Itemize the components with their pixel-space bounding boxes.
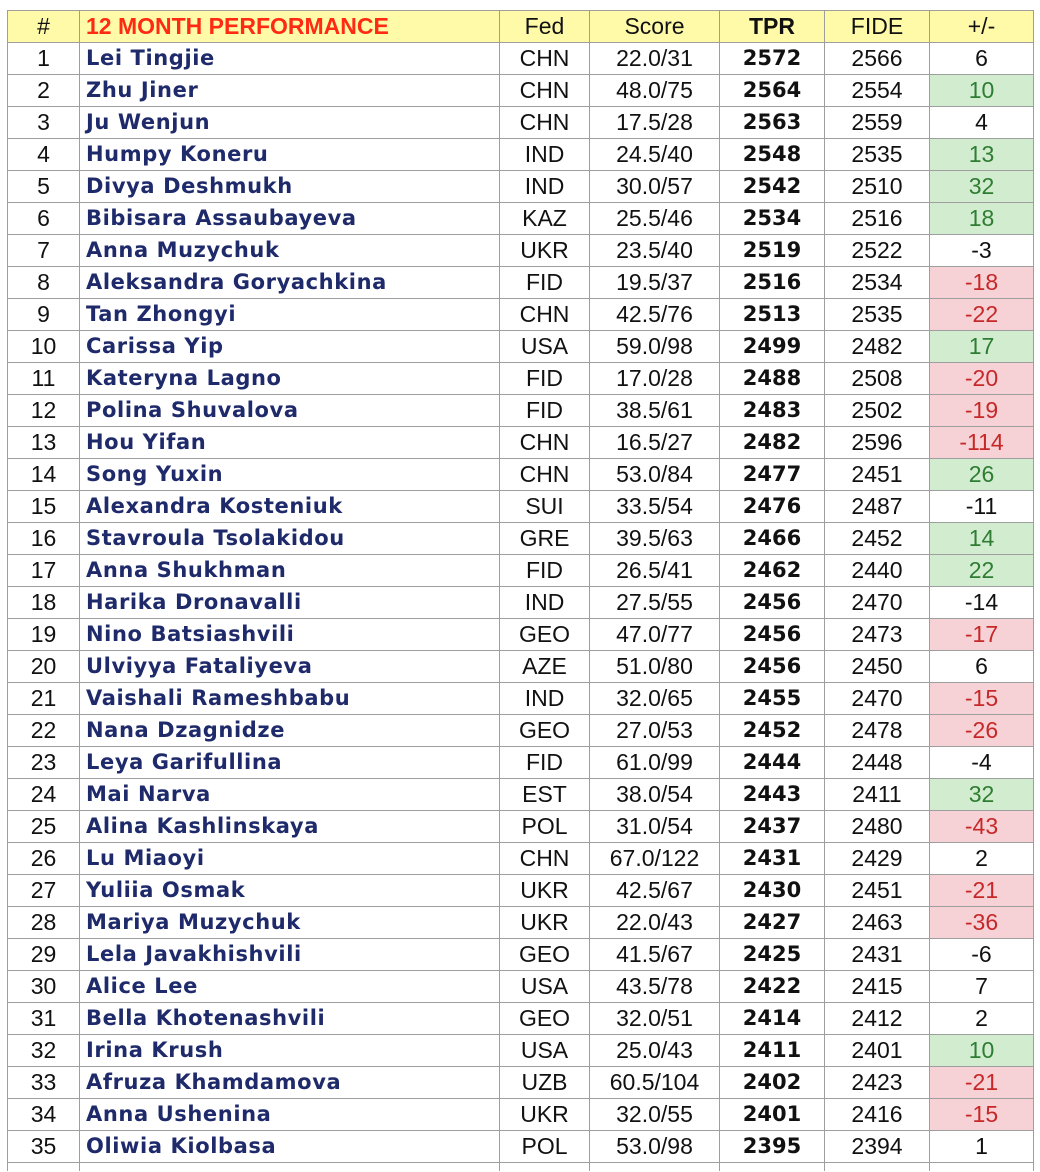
federation-cell[interactable]: GEO xyxy=(500,939,590,971)
player-name[interactable]: Humpy Koneru xyxy=(80,139,500,171)
player-name[interactable]: Yuliia Osmak xyxy=(80,875,500,907)
tpr-cell[interactable]: 2414 xyxy=(720,1003,825,1035)
federation-cell[interactable]: UZB xyxy=(500,1067,590,1099)
player-name[interactable]: Anna Shukhman xyxy=(80,555,500,587)
score-cell[interactable]: 42.5/67 xyxy=(590,875,720,907)
rating-diff-cell[interactable]: -17 xyxy=(930,619,1034,651)
rating-diff-cell[interactable]: 17 xyxy=(930,331,1034,363)
player-name[interactable]: Mariya Muzychuk xyxy=(80,907,500,939)
rating-diff-cell[interactable]: -11 xyxy=(930,491,1034,523)
rating-diff-cell[interactable]: 32 xyxy=(930,779,1034,811)
federation-cell[interactable]: GRE xyxy=(500,523,590,555)
player-name[interactable]: Alexandra Kosteniuk xyxy=(80,491,500,523)
rank-cell[interactable]: 22 xyxy=(8,715,80,747)
fide-rating-cell[interactable]: 2502 xyxy=(825,395,930,427)
rank-cell[interactable]: 32 xyxy=(8,1035,80,1067)
tpr-cell[interactable]: 2444 xyxy=(720,747,825,779)
score-cell[interactable]: 17.5/28 xyxy=(590,107,720,139)
player-name[interactable]: Nana Dzagnidze xyxy=(80,715,500,747)
tpr-cell[interactable]: 2477 xyxy=(720,459,825,491)
score-cell[interactable]: 31.0/54 xyxy=(590,811,720,843)
table-row xyxy=(8,1003,1034,1035)
rank-cell[interactable]: 14 xyxy=(8,459,80,491)
fide-rating-cell[interactable]: 2440 xyxy=(825,555,930,587)
fide-rating-cell[interactable]: 2431 xyxy=(825,939,930,971)
table-row xyxy=(8,427,1034,459)
federation-cell[interactable]: IND xyxy=(500,683,590,715)
rating-diff-cell[interactable]: -3 xyxy=(930,235,1034,267)
tpr-cell[interactable]: 2483 xyxy=(720,395,825,427)
federation-cell[interactable]: CHN xyxy=(500,75,590,107)
score-cell[interactable]: 42.5/76 xyxy=(590,299,720,331)
fide-rating-cell[interactable]: 2450 xyxy=(825,651,930,683)
rank-cell[interactable]: 34 xyxy=(8,1099,80,1131)
rating-diff-cell[interactable]: -14 xyxy=(930,587,1034,619)
federation-cell[interactable]: IND xyxy=(500,587,590,619)
player-name[interactable]: Lu Miaoyi xyxy=(80,843,500,875)
rating-diff-cell[interactable]: 10 xyxy=(930,75,1034,107)
score-cell[interactable]: 25.0/43 xyxy=(590,1035,720,1067)
player-name[interactable]: Bibisara Assaubayeva xyxy=(80,203,500,235)
rank-cell[interactable]: 13 xyxy=(8,427,80,459)
fide-rating-cell[interactable]: 2411 xyxy=(825,779,930,811)
table-row xyxy=(8,523,1034,555)
rating-diff-cell[interactable]: -22 xyxy=(930,299,1034,331)
table-row xyxy=(8,235,1034,267)
table-row xyxy=(8,1099,1034,1131)
tpr-cell[interactable]: 2513 xyxy=(720,299,825,331)
tpr-cell[interactable]: 2482 xyxy=(720,427,825,459)
tpr-cell[interactable]: 2437 xyxy=(720,811,825,843)
score-cell[interactable]: 60.5/104 xyxy=(590,1067,720,1099)
rating-diff-cell[interactable]: 10 xyxy=(930,1035,1034,1067)
tpr-cell[interactable]: 2422 xyxy=(720,971,825,1003)
rating-diff-cell[interactable]: 32 xyxy=(930,171,1034,203)
score-cell[interactable]: 53.0/84 xyxy=(590,459,720,491)
fide-rating-cell[interactable]: 2470 xyxy=(825,683,930,715)
tpr-cell[interactable]: 2519 xyxy=(720,235,825,267)
rating-diff-cell[interactable]: 26 xyxy=(930,459,1034,491)
tpr-cell[interactable]: 2427 xyxy=(720,907,825,939)
federation-cell[interactable]: IND xyxy=(500,139,590,171)
rating-diff-cell[interactable]: -20 xyxy=(930,363,1034,395)
player-name[interactable]: Lela Javakhishvili xyxy=(80,939,500,971)
rating-diff-cell[interactable]: 6 xyxy=(930,43,1034,75)
table-title[interactable]: 12 MONTH PERFORMANCE xyxy=(80,11,500,43)
table-row xyxy=(8,587,1034,619)
player-name[interactable]: Aleksandra Goryachkina xyxy=(80,267,500,299)
federation-cell[interactable]: UKR xyxy=(500,1099,590,1131)
rating-diff-cell[interactable]: -4 xyxy=(930,747,1034,779)
performance-table xyxy=(7,10,1034,1171)
table-row xyxy=(8,139,1034,171)
rank-header[interactable]: # xyxy=(8,11,80,43)
rank-cell[interactable]: 19 xyxy=(8,619,80,651)
table-row xyxy=(8,971,1034,1003)
fide-rating-cell[interactable]: 2401 xyxy=(825,1035,930,1067)
tpr-cell[interactable]: 2542 xyxy=(720,171,825,203)
fed-header[interactable]: Fed xyxy=(500,11,590,43)
fide-rating-cell[interactable]: 2429 xyxy=(825,843,930,875)
fide-rating-cell[interactable]: 2473 xyxy=(825,619,930,651)
player-name[interactable]: Song Yuxin xyxy=(80,459,500,491)
rank-cell[interactable]: 23 xyxy=(8,747,80,779)
federation-cell[interactable]: GEO xyxy=(500,1003,590,1035)
federation-cell[interactable]: KAZ xyxy=(500,203,590,235)
rank-cell[interactable]: 20 xyxy=(8,651,80,683)
rank-cell[interactable]: 2 xyxy=(8,75,80,107)
rank-cell[interactable]: 21 xyxy=(8,683,80,715)
player-name[interactable]: Alina Kashlinskaya xyxy=(80,811,500,843)
fide-rating-cell[interactable]: 2416 xyxy=(825,1099,930,1131)
player-name[interactable]: Anna Muzychuk xyxy=(80,235,500,267)
tpr-cell[interactable]: 2563 xyxy=(720,107,825,139)
score-cell[interactable]: 39.5/63 xyxy=(590,523,720,555)
player-name[interactable]: Stavroula Tsolakidou xyxy=(80,523,500,555)
score-cell[interactable]: 67.0/122 xyxy=(590,843,720,875)
score-cell[interactable]: 16.5/27 xyxy=(590,427,720,459)
table-row xyxy=(8,107,1034,139)
partial-row xyxy=(8,1163,1034,1172)
tpr-cell[interactable]: 2466 xyxy=(720,523,825,555)
table-row xyxy=(8,395,1034,427)
fide-rating-cell[interactable]: 2522 xyxy=(825,235,930,267)
tpr-cell[interactable]: 2431 xyxy=(720,843,825,875)
federation-cell[interactable]: GEO xyxy=(500,715,590,747)
tpr-cell[interactable]: 2456 xyxy=(720,651,825,683)
rating-diff-cell[interactable]: -21 xyxy=(930,1067,1034,1099)
score-cell[interactable]: 22.0/43 xyxy=(590,907,720,939)
fide-rating-cell[interactable]: 2448 xyxy=(825,747,930,779)
fide-rating-cell[interactable]: 2535 xyxy=(825,139,930,171)
score-cell[interactable]: 41.5/67 xyxy=(590,939,720,971)
rating-diff-cell[interactable]: 6 xyxy=(930,651,1034,683)
rank-cell[interactable]: 9 xyxy=(8,299,80,331)
rating-diff-cell[interactable]: 18 xyxy=(930,203,1034,235)
score-cell[interactable]: 27.0/53 xyxy=(590,715,720,747)
player-name[interactable]: Vaishali Rameshbabu xyxy=(80,683,500,715)
player-name[interactable]: Afruza Khamdamova xyxy=(80,1067,500,1099)
fide-rating-cell[interactable]: 2412 xyxy=(825,1003,930,1035)
table-row xyxy=(8,651,1034,683)
rating-diff-cell[interactable]: -15 xyxy=(930,683,1034,715)
tpr-cell[interactable]: 2425 xyxy=(720,939,825,971)
score-cell[interactable]: 43.5/78 xyxy=(590,971,720,1003)
header-row xyxy=(8,11,1034,43)
score-cell[interactable]: 38.5/61 xyxy=(590,395,720,427)
rank-cell[interactable]: 3 xyxy=(8,107,80,139)
table-row xyxy=(8,1067,1034,1099)
rank-cell[interactable]: 24 xyxy=(8,779,80,811)
fide-header[interactable]: FIDE xyxy=(825,11,930,43)
score-header[interactable]: Score xyxy=(590,11,720,43)
fide-rating-cell[interactable]: 2423 xyxy=(825,1067,930,1099)
player-name[interactable]: Ulviyya Fataliyeva xyxy=(80,651,500,683)
fide-rating-cell[interactable]: 2596 xyxy=(825,427,930,459)
score-cell[interactable]: 25.5/46 xyxy=(590,203,720,235)
score-cell[interactable]: 24.5/40 xyxy=(590,139,720,171)
rank-cell[interactable]: 29 xyxy=(8,939,80,971)
tpr-cell[interactable]: 2499 xyxy=(720,331,825,363)
table-row xyxy=(8,939,1034,971)
federation-cell[interactable]: FID xyxy=(500,747,590,779)
player-name[interactable]: Mai Narva xyxy=(80,779,500,811)
rank-cell[interactable]: 16 xyxy=(8,523,80,555)
fide-rating-cell[interactable]: 2508 xyxy=(825,363,930,395)
fide-rating-cell[interactable]: 2480 xyxy=(825,811,930,843)
player-name[interactable]: Carissa Yip xyxy=(80,331,500,363)
score-cell[interactable]: 32.0/65 xyxy=(590,683,720,715)
fide-rating-cell[interactable]: 2463 xyxy=(825,907,930,939)
score-cell[interactable]: 61.0/99 xyxy=(590,747,720,779)
fide-rating-cell[interactable]: 2487 xyxy=(825,491,930,523)
federation-cell[interactable]: CHN xyxy=(500,43,590,75)
table-row xyxy=(8,747,1034,779)
player-name[interactable]: Polina Shuvalova xyxy=(80,395,500,427)
player-name[interactable]: Oliwia Kiolbasa xyxy=(80,1131,500,1163)
rating-diff-cell[interactable]: 4 xyxy=(930,107,1034,139)
rating-diff-cell[interactable]: 22 xyxy=(930,555,1034,587)
fide-rating-cell[interactable]: 2566 xyxy=(825,43,930,75)
rating-diff-cell[interactable]: -43 xyxy=(930,811,1034,843)
tpr-cell[interactable]: 2430 xyxy=(720,875,825,907)
rank-cell[interactable]: 17 xyxy=(8,555,80,587)
score-cell[interactable]: 32.0/55 xyxy=(590,1099,720,1131)
table-row xyxy=(8,363,1034,395)
player-name[interactable]: Kateryna Lagno xyxy=(80,363,500,395)
rating-diff-cell[interactable]: -114 xyxy=(930,427,1034,459)
fide-rating-cell[interactable]: 2554 xyxy=(825,75,930,107)
fide-rating-cell[interactable]: 2415 xyxy=(825,971,930,1003)
table-row xyxy=(8,267,1034,299)
empty-cell[interactable] xyxy=(8,1163,80,1172)
fide-rating-cell[interactable]: 2451 xyxy=(825,875,930,907)
score-cell[interactable]: 48.0/75 xyxy=(590,75,720,107)
rank-cell[interactable]: 35 xyxy=(8,1131,80,1163)
player-name[interactable]: Ju Wenjun xyxy=(80,107,500,139)
tpr-cell[interactable]: 2488 xyxy=(720,363,825,395)
federation-cell[interactable]: UKR xyxy=(500,235,590,267)
rank-cell[interactable]: 5 xyxy=(8,171,80,203)
table-row xyxy=(8,683,1034,715)
rank-cell[interactable]: 12 xyxy=(8,395,80,427)
fide-rating-cell[interactable]: 2394 xyxy=(825,1131,930,1163)
player-name[interactable]: Harika Dronavalli xyxy=(80,587,500,619)
federation-cell[interactable]: SUI xyxy=(500,491,590,523)
tpr-cell[interactable]: 2411 xyxy=(720,1035,825,1067)
table-row xyxy=(8,459,1034,491)
rank-cell[interactable]: 7 xyxy=(8,235,80,267)
player-name[interactable]: Divya Deshmukh xyxy=(80,171,500,203)
fide-rating-cell[interactable]: 2510 xyxy=(825,171,930,203)
rating-diff-cell[interactable]: 2 xyxy=(930,843,1034,875)
player-name[interactable]: Anna Ushenina xyxy=(80,1099,500,1131)
tpr-cell[interactable]: 2456 xyxy=(720,587,825,619)
rank-cell[interactable]: 28 xyxy=(8,907,80,939)
empty-cell[interactable] xyxy=(825,1163,930,1172)
score-cell[interactable]: 17.0/28 xyxy=(590,363,720,395)
player-name[interactable]: Nino Batsiashvili xyxy=(80,619,500,651)
empty-cell[interactable] xyxy=(930,1163,1034,1172)
tpr-cell[interactable]: 2476 xyxy=(720,491,825,523)
federation-cell[interactable]: GEO xyxy=(500,619,590,651)
federation-cell[interactable]: CHN xyxy=(500,427,590,459)
rating-diff-cell[interactable]: 2 xyxy=(930,1003,1034,1035)
table-row xyxy=(8,1035,1034,1067)
federation-cell[interactable]: POL xyxy=(500,1131,590,1163)
tpr-cell[interactable]: 2456 xyxy=(720,619,825,651)
table-row xyxy=(8,491,1034,523)
rank-cell[interactable]: 25 xyxy=(8,811,80,843)
score-cell[interactable]: 26.5/41 xyxy=(590,555,720,587)
table-body xyxy=(8,43,1034,1172)
federation-cell[interactable]: AZE xyxy=(500,651,590,683)
tpr-cell[interactable]: 2455 xyxy=(720,683,825,715)
federation-cell[interactable]: CHN xyxy=(500,843,590,875)
tpr-cell[interactable]: 2564 xyxy=(720,75,825,107)
rating-diff-cell[interactable]: -6 xyxy=(930,939,1034,971)
player-name[interactable]: Lei Tingjie xyxy=(80,43,500,75)
player-name[interactable]: Hou Yifan xyxy=(80,427,500,459)
rank-cell[interactable]: 26 xyxy=(8,843,80,875)
federation-cell[interactable]: CHN xyxy=(500,107,590,139)
table-row xyxy=(8,43,1034,75)
federation-cell[interactable]: UKR xyxy=(500,875,590,907)
federation-cell[interactable]: FID xyxy=(500,555,590,587)
rank-cell[interactable]: 30 xyxy=(8,971,80,1003)
table-row xyxy=(8,171,1034,203)
federation-cell[interactable]: USA xyxy=(500,331,590,363)
tpr-cell[interactable]: 2401 xyxy=(720,1099,825,1131)
rank-cell[interactable]: 1 xyxy=(8,43,80,75)
table-row xyxy=(8,875,1034,907)
rating-diff-cell[interactable]: 7 xyxy=(930,971,1034,1003)
empty-cell[interactable] xyxy=(590,1163,720,1172)
empty-cell[interactable] xyxy=(720,1163,825,1172)
fide-rating-cell[interactable]: 2534 xyxy=(825,267,930,299)
fide-rating-cell[interactable]: 2452 xyxy=(825,523,930,555)
diff-header[interactable]: +/- xyxy=(930,11,1034,43)
score-cell[interactable]: 38.0/54 xyxy=(590,779,720,811)
fide-rating-cell[interactable]: 2516 xyxy=(825,203,930,235)
federation-cell[interactable]: USA xyxy=(500,971,590,1003)
federation-cell[interactable]: EST xyxy=(500,779,590,811)
rank-cell[interactable]: 11 xyxy=(8,363,80,395)
rank-cell[interactable]: 27 xyxy=(8,875,80,907)
rating-diff-cell[interactable]: 1 xyxy=(930,1131,1034,1163)
fide-rating-cell[interactable]: 2478 xyxy=(825,715,930,747)
empty-cell[interactable] xyxy=(500,1163,590,1172)
player-name[interactable]: Bella Khotenashvili xyxy=(80,1003,500,1035)
table-row xyxy=(8,619,1034,651)
fide-rating-cell[interactable]: 2482 xyxy=(825,331,930,363)
rank-cell[interactable]: 8 xyxy=(8,267,80,299)
rank-cell[interactable]: 4 xyxy=(8,139,80,171)
tpr-cell[interactable]: 2462 xyxy=(720,555,825,587)
table-row xyxy=(8,1131,1034,1163)
fide-rating-cell[interactable]: 2535 xyxy=(825,299,930,331)
table-row xyxy=(8,555,1034,587)
table-row xyxy=(8,907,1034,939)
score-cell[interactable]: 51.0/80 xyxy=(590,651,720,683)
score-cell[interactable]: 33.5/54 xyxy=(590,491,720,523)
player-name[interactable]: Leya Garifullina xyxy=(80,747,500,779)
federation-cell[interactable]: POL xyxy=(500,811,590,843)
score-cell[interactable]: 22.0/31 xyxy=(590,43,720,75)
player-name[interactable]: Tan Zhongyi xyxy=(80,299,500,331)
table-row xyxy=(8,331,1034,363)
score-cell[interactable]: 23.5/40 xyxy=(590,235,720,267)
fide-rating-cell[interactable]: 2451 xyxy=(825,459,930,491)
federation-cell[interactable]: CHN xyxy=(500,299,590,331)
rank-cell[interactable]: 10 xyxy=(8,331,80,363)
score-cell[interactable]: 53.0/98 xyxy=(590,1131,720,1163)
rating-diff-cell[interactable]: -15 xyxy=(930,1099,1034,1131)
tpr-header[interactable]: TPR xyxy=(720,11,825,43)
tpr-cell[interactable]: 2402 xyxy=(720,1067,825,1099)
rank-cell[interactable]: 6 xyxy=(8,203,80,235)
tpr-cell[interactable]: 2548 xyxy=(720,139,825,171)
federation-cell[interactable]: USA xyxy=(500,1035,590,1067)
table-row xyxy=(8,811,1034,843)
rating-diff-cell[interactable]: 14 xyxy=(930,523,1034,555)
score-cell[interactable]: 59.0/98 xyxy=(590,331,720,363)
rank-cell[interactable]: 33 xyxy=(8,1067,80,1099)
federation-cell[interactable]: UKR xyxy=(500,907,590,939)
rating-diff-cell[interactable]: -26 xyxy=(930,715,1034,747)
rank-cell[interactable]: 31 xyxy=(8,1003,80,1035)
tpr-cell[interactable]: 2516 xyxy=(720,267,825,299)
empty-cell[interactable] xyxy=(80,1163,500,1172)
tpr-cell[interactable]: 2572 xyxy=(720,43,825,75)
tpr-cell[interactable]: 2452 xyxy=(720,715,825,747)
tpr-cell[interactable]: 2395 xyxy=(720,1131,825,1163)
rating-diff-cell[interactable]: -18 xyxy=(930,267,1034,299)
table-row xyxy=(8,779,1034,811)
federation-cell[interactable]: IND xyxy=(500,171,590,203)
table-row xyxy=(8,843,1034,875)
table-row xyxy=(8,75,1034,107)
rating-diff-cell[interactable]: -21 xyxy=(930,875,1034,907)
rating-diff-cell[interactable]: -36 xyxy=(930,907,1034,939)
table-row xyxy=(8,299,1034,331)
rank-cell[interactable]: 15 xyxy=(8,491,80,523)
player-name[interactable]: Alice Lee xyxy=(80,971,500,1003)
federation-cell[interactable]: CHN xyxy=(500,459,590,491)
score-cell[interactable]: 19.5/37 xyxy=(590,267,720,299)
player-name[interactable]: Zhu Jiner xyxy=(80,75,500,107)
rating-diff-cell[interactable]: -19 xyxy=(930,395,1034,427)
rank-cell[interactable]: 18 xyxy=(8,587,80,619)
score-cell[interactable]: 27.5/55 xyxy=(590,587,720,619)
tpr-cell[interactable]: 2534 xyxy=(720,203,825,235)
score-cell[interactable]: 30.0/57 xyxy=(590,171,720,203)
score-cell[interactable]: 47.0/77 xyxy=(590,619,720,651)
table-row xyxy=(8,203,1034,235)
federation-cell[interactable]: FID xyxy=(500,363,590,395)
tpr-cell[interactable]: 2443 xyxy=(720,779,825,811)
score-cell[interactable]: 32.0/51 xyxy=(590,1003,720,1035)
fide-rating-cell[interactable]: 2559 xyxy=(825,107,930,139)
federation-cell[interactable]: FID xyxy=(500,395,590,427)
rating-diff-cell[interactable]: 13 xyxy=(930,139,1034,171)
table-row xyxy=(8,715,1034,747)
federation-cell[interactable]: FID xyxy=(500,267,590,299)
fide-rating-cell[interactable]: 2470 xyxy=(825,587,930,619)
player-name[interactable]: Irina Krush xyxy=(80,1035,500,1067)
